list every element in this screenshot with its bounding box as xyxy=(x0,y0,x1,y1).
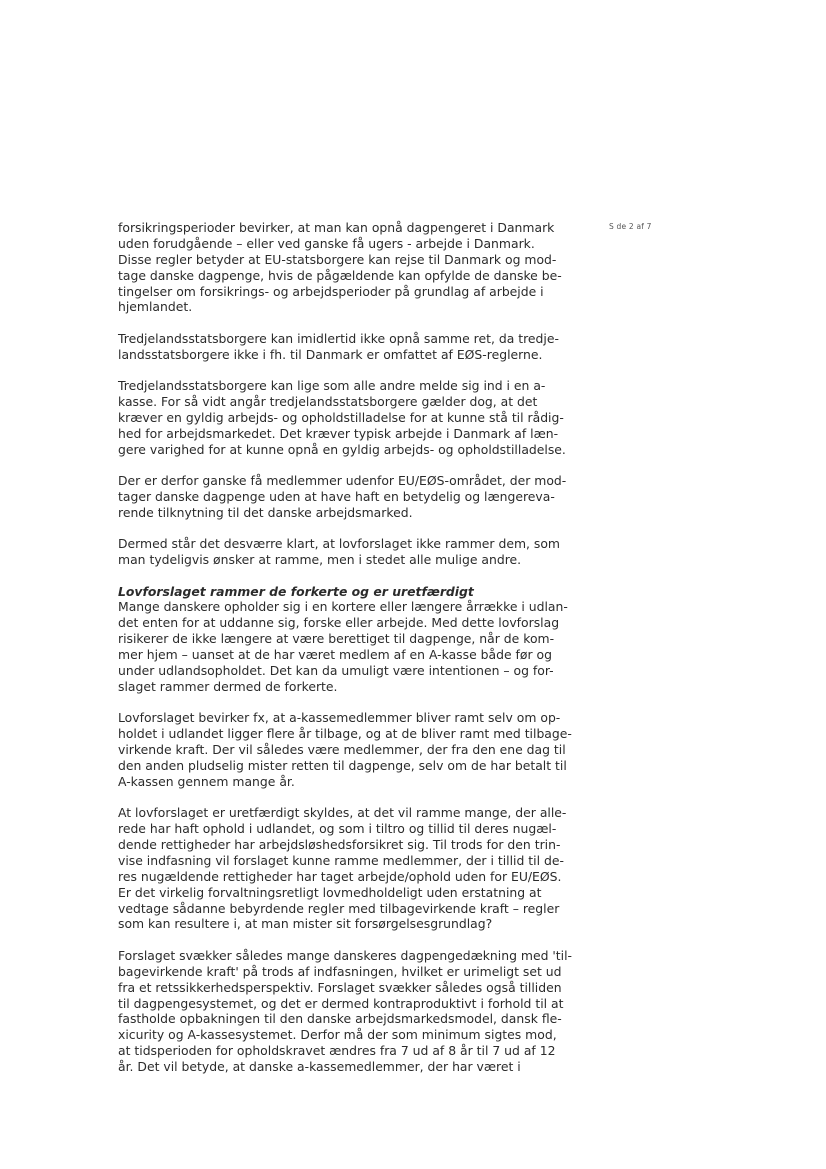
text-line: res nugældende rettigheder har taget arbejde/ophold uden for EU/EØS. xyxy=(118,868,562,884)
paragraph xyxy=(118,948,588,1075)
text-line: Lovforslaget bevirker fx, at a-kassemedlemmer bliver ramt selv om op- xyxy=(118,710,561,726)
text-line: At lovforslaget er uretfærdigt skyldes, at det vil ramme mange, der alle- xyxy=(118,805,567,821)
text-line: Dermed står det desværre klart, at lovforslaget ikke rammer dem, som xyxy=(118,536,561,552)
text-line: fra et retssikkerhedsperspektiv. Forslaget svækker således også tilliden xyxy=(118,979,562,995)
text-line: Tredjelandsstatsborgere kan imidlertid ikke opnå samme ret, da tredje- xyxy=(118,330,559,346)
text-line: fastholde opbakningen til den danske arbejdsmarkedsmodel, dansk fle- xyxy=(118,1011,562,1027)
text-line: Der er derfor ganske få medlemmer udenfor EU/EØS-området, der mod- xyxy=(118,473,567,489)
text-line: dende rettigheder har arbejdsløshedsforsikret sig. Til trods for den trin- xyxy=(118,837,561,852)
paragraph xyxy=(118,584,588,695)
text-line: Forslaget svækker således mange danskeres dagpengedækning med 'til- xyxy=(118,947,572,963)
paragraph xyxy=(118,805,588,932)
text-line: vise indfasning vil forslaget kunne ramme medlemmer, der i tillid til de- xyxy=(118,852,564,868)
text-line: rende tilknytning til det danske arbejdsmarked. xyxy=(118,504,413,520)
text-line: kasse. For så vidt angår tredjelandsstatsborgere gælder dog, at det xyxy=(118,394,538,410)
text-line: tingelser om forsikrings- og arbejdsperioder på grundlag af arbejde i xyxy=(118,283,544,299)
text-line: den anden pludselig mister retten til dagpenge, selv om de har betalt til xyxy=(118,757,567,773)
paragraph xyxy=(118,536,588,568)
section-heading: Lovforslaget rammer de forkerte og er uretfærdigt xyxy=(118,583,474,599)
text-line: slaget rammer dermed de forkerte. xyxy=(118,678,338,694)
text-line: kræver en gyldig arbejds- og opholdstilladelse for at kunne stå til rådig- xyxy=(118,409,564,425)
text-line: mer hjem – uanset at de har været medlem af en A-kasse både før og xyxy=(118,647,552,663)
text-line: holdet i udlandet ligger flere år tilbage, og at de bliver ramt med tilbage- xyxy=(118,726,572,742)
paragraph xyxy=(118,378,588,457)
paragraph xyxy=(118,473,588,521)
text-line: bagevirkende kraft' på trods af indfasningen, hvilket er urimeligt set ud xyxy=(118,963,562,979)
text-line: tager danske dagpenge uden at have haft en betydelig og længereva- xyxy=(118,488,555,504)
text-line: man tydeligvis ønsker at ramme, men i stedet alle mulige andre. xyxy=(118,552,522,568)
text-line: det enten for at uddanne sig, forske eller arbejde. Med dette lovforslag xyxy=(118,615,560,631)
paragraph xyxy=(118,220,588,315)
text-line: gere varighed for at kunne opnå en gyldig arbejds- og opholdstilladelse. xyxy=(118,441,566,457)
text-line: A-kassen gennem mange år. xyxy=(118,773,295,789)
text-line: Er det virkelig forvaltningsretligt lovmedholdeligt uden erstatning at xyxy=(118,884,542,900)
text-line: landsstatsborgere ikke i fh. til Danmark er omfattet af EØS-reglerne. xyxy=(118,346,543,362)
text-line: xicurity og A-kassesystemet. Derfor må der som minimum sigtes mod, xyxy=(118,1027,557,1043)
text-line: hed for arbejdsmarkedet. Det kræver typisk arbejde i Danmark af læn- xyxy=(118,425,559,441)
text-line: uden forudgående – eller ved ganske få ugers - arbejde i Danmark. xyxy=(118,235,535,251)
paragraph xyxy=(118,710,588,789)
text-line: Disse regler betyder at EU-statsborgere kan rejse til Danmark og mod- xyxy=(118,251,557,267)
text-line: år. Det vil betyde, at danske a-kassemedlemmer, der har været i xyxy=(118,1059,521,1075)
text-line: at tidsperioden for opholdskravet ændres fra 7 ud af 8 år til 7 ud af 12 xyxy=(118,1043,556,1059)
text-line: til dagpengesystemet, og det er dermed kontraproduktivt i forhold til at xyxy=(118,995,564,1011)
text-line: risikerer de ikke længere at være berettiget til dagpenge, når de kom- xyxy=(118,631,555,647)
text-line: Tredjelandsstatsborgere kan lige som alle andre melde sig ind i en a- xyxy=(118,378,546,394)
text-line: tage danske dagpenge, hvis de pågældende kan opfylde de danske be- xyxy=(118,267,562,283)
text-line: Mange danskere opholder sig i en kortere eller længere årrække i udlan- xyxy=(118,599,568,615)
text-line: hjemlandet. xyxy=(118,299,193,315)
paragraph xyxy=(118,331,588,363)
text-line: vedtage sådanne bebyrdende regler med tilbagevirkende kraft – regler xyxy=(118,900,560,916)
text-line: under udlandsopholdet. Det kan da umuligt være intentionen – og for- xyxy=(118,662,554,678)
document-body xyxy=(118,220,588,1090)
text-line: rede har haft ophold i udlandet, og som i tiltro og tillid til deres nugæl- xyxy=(118,821,557,837)
text-line: virkende kraft. Der vil således være medlemmer, der fra den ene dag til xyxy=(118,742,566,758)
page-number: S de 2 af 7 xyxy=(609,222,652,231)
text-line: forsikringsperioder bevirker, at man kan opnå dagpengeret i Danmark xyxy=(118,220,555,235)
text-line: som kan resultere i, at man mister sit forsørgelsesgrundlag? xyxy=(118,916,493,932)
